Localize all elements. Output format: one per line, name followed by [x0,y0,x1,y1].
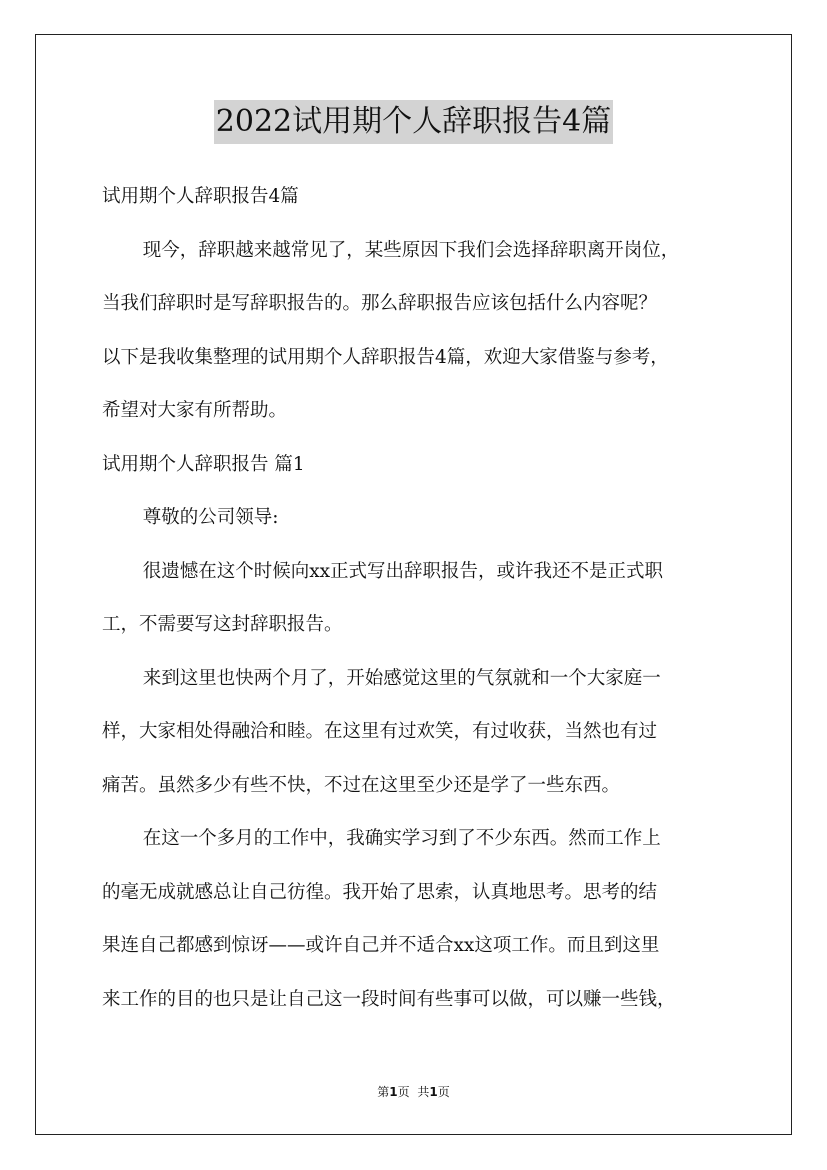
document-title: 2022试用期个人辞职报告4篇 [214,100,613,144]
salutation: 尊敬的公司领导: [142,507,279,528]
paragraph-2-line: 来到这里也快两个月了，开始感觉这里的气氛就和一个大家庭一 [142,667,661,689]
paragraph-1-line: 很遗憾在这个时候向xx正式写出辞职报告，或许我还不是正式职 [142,560,664,582]
paragraph-2-line: 样，大家相处得融洽和睦。在这里有过欢笑，有过收获，当然也有过 [102,721,658,742]
intro-line: 以下是我收集整理的试用期个人辞职报告4篇，欢迎大家借鉴与参考， [102,346,669,368]
total-prefix: 共 [417,1085,430,1099]
total-pages: 1 [429,1085,438,1099]
intro-line: 希望对大家有所帮助。 [102,400,288,421]
page-suffix: 页 [397,1085,410,1099]
total-suffix: 页 [437,1085,450,1099]
paragraph-3-line: 来工作的目的也只是让自己这一段时间有些事可以做，可以赚一些钱， [102,988,676,1010]
paragraph-3-line: 果连自己都感到惊讶——或许自己并不适合xx这项工作。而且到这里 [102,935,660,956]
paragraph-3-line: 的毫无成就感总让自己彷徨。我开始了思索，认真地思考。思考的结 [102,881,658,903]
subtitle: 试用期个人辞职报告4篇 [102,186,299,207]
section-heading: 试用期个人辞职报告 篇1 [102,453,305,475]
intro-line: 当我们辞职时是写辞职报告的。那么辞职报告应该包括什么内容呢？ [102,293,658,314]
page-number: 1 [389,1085,398,1099]
paragraph-3-line: 在这一个多月的工作中，我确实学习到了不少东西。然而工作上 [142,828,661,849]
title-block [0,100,827,144]
paragraph-2-line: 痛苦。虽然多少有些不快，不过在这里至少还是学了一些东西。 [102,774,621,796]
document-body [102,170,732,1026]
page-prefix: 第 [377,1085,390,1099]
intro-line: 现今，辞职越来越常见了，某些原因下我们会选择辞职离开岗位， [142,239,680,261]
page-footer [0,1083,827,1100]
paragraph-1-line: 工，不需要写这封辞职报告。 [102,614,343,635]
